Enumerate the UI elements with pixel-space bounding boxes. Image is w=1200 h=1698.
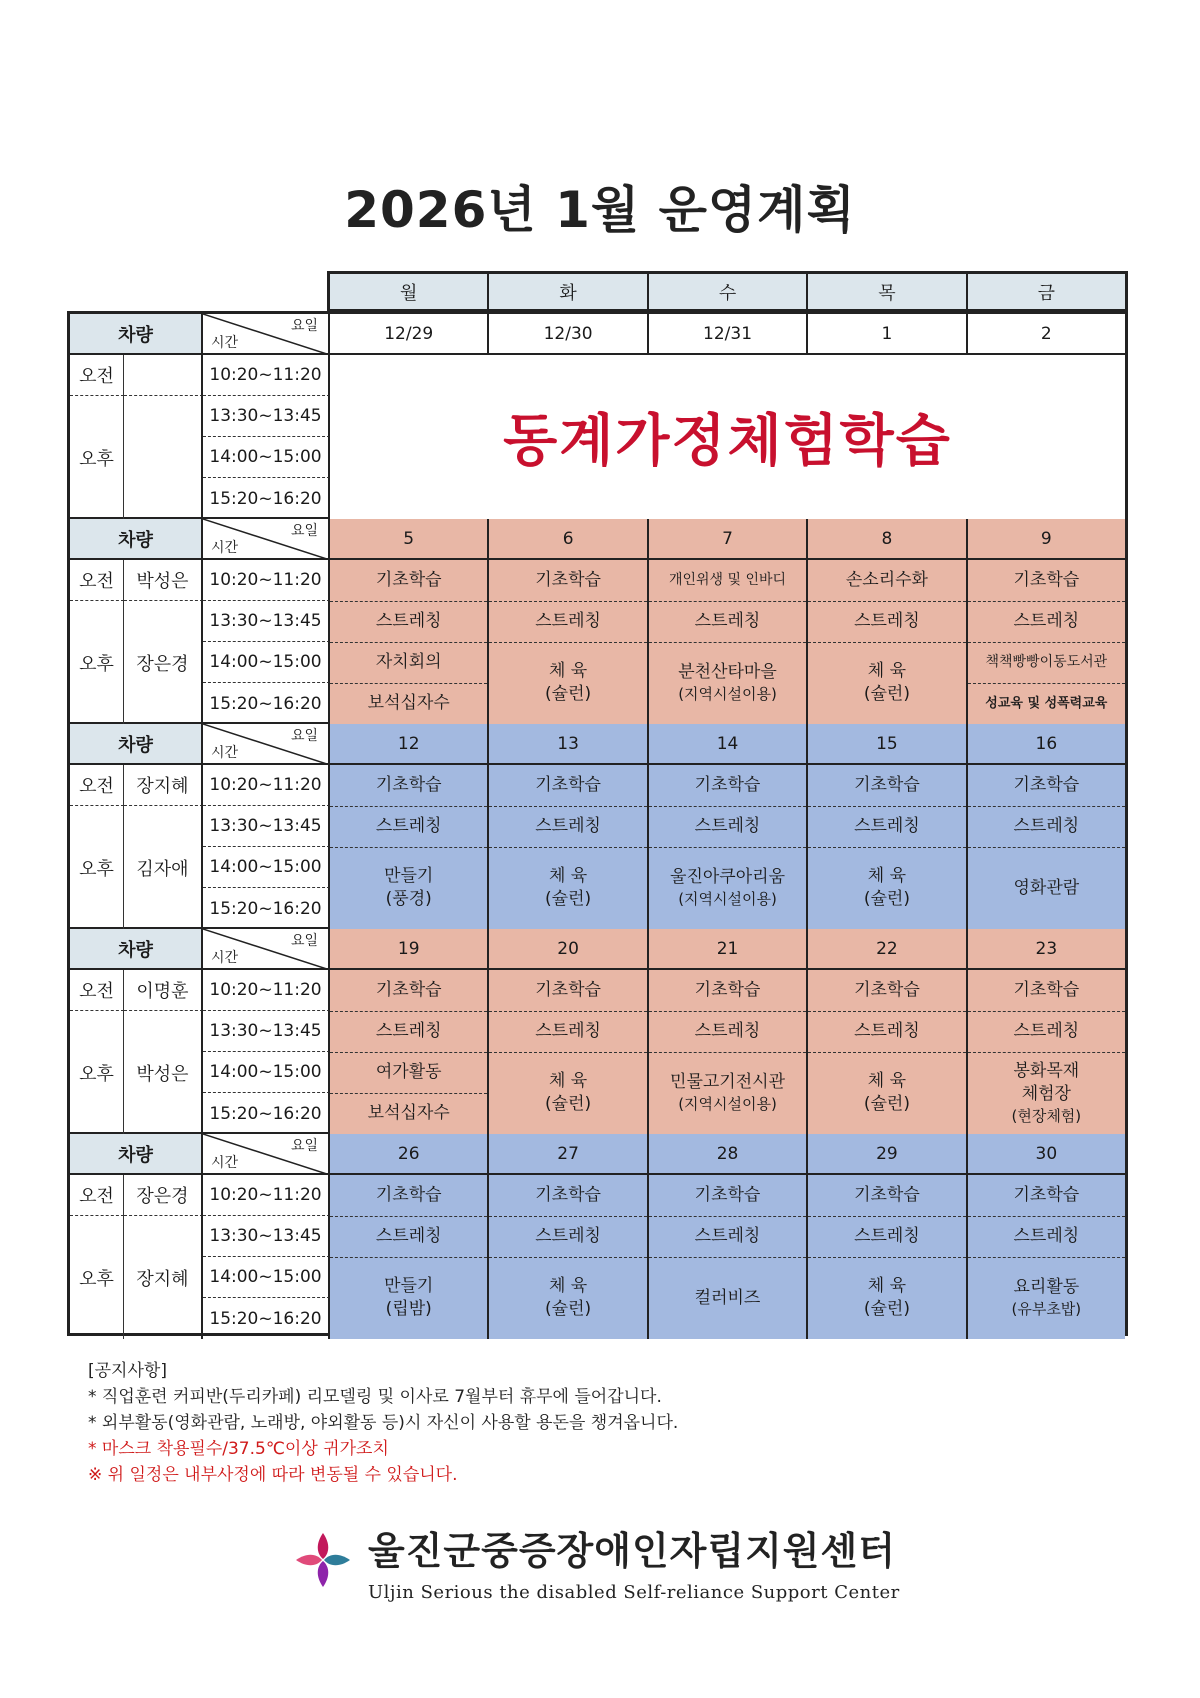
date-cell: 8: [806, 519, 965, 560]
date-cell: 6: [487, 519, 646, 560]
day-column: [647, 765, 806, 929]
period-pm-label: 오후: [70, 1216, 124, 1339]
holiday-banner: 동계가정체험학습: [330, 355, 1125, 519]
activity-text: (슐런): [863, 684, 910, 704]
period-pm-label: 오후: [70, 806, 124, 929]
activity-text: 기초학습: [694, 1185, 761, 1206]
am-driver: 이명훈: [124, 970, 203, 1011]
time-slot: 14:00~15:00: [203, 642, 330, 683]
activity-cell: [808, 847, 965, 929]
date-cell: 30: [966, 1134, 1125, 1175]
activity-text: 자치회의: [375, 652, 442, 673]
activity-text: 봉화목재: [1013, 1060, 1080, 1081]
activity-text: 체 육: [548, 866, 588, 887]
schedule-table: [67, 311, 1128, 1336]
activity-text: 보석십자수: [367, 1103, 450, 1124]
activity-cell: [808, 642, 965, 724]
activity-text: (유부초밥): [1011, 1300, 1082, 1319]
activity-text: 스트레칭: [694, 611, 761, 632]
activity-cell: [489, 1011, 646, 1053]
time-slot: 10:20~11:20: [203, 1175, 330, 1216]
activity-text: (슐런): [863, 1094, 910, 1114]
day-time-diagonal-cell: [203, 929, 330, 970]
date-cell: 1: [806, 314, 965, 355]
pm-driver: 장지혜: [124, 1216, 203, 1339]
org-name-ko: 울진군중증장애인자립지원센터: [368, 1529, 896, 1573]
activity-cell: [808, 970, 965, 1012]
activity-text: (슐런): [863, 889, 910, 909]
activity-text: 기초학습: [375, 980, 442, 1001]
activity-cell: [649, 1175, 806, 1217]
week-header-row: [70, 519, 1125, 560]
day-time-diagonal-cell: [203, 314, 330, 355]
week-header-row: [70, 1134, 1125, 1175]
activity-text: (현장체험): [1011, 1106, 1082, 1125]
activity-text: 체 육: [548, 661, 588, 682]
date-cell: 5: [330, 519, 487, 560]
day-column: [647, 1175, 806, 1339]
pm-driver: 장은경: [124, 601, 203, 724]
activity-cell: [968, 642, 1125, 684]
time-slot: 13:30~13:45: [203, 396, 330, 437]
date-cell: 14: [647, 724, 806, 765]
activity-cell: [968, 765, 1125, 807]
activity-cell: [968, 1175, 1125, 1217]
activity-cell: [808, 560, 965, 602]
date-cell: 15: [806, 724, 965, 765]
activity-text: 개인위생 및 인바디: [668, 572, 787, 589]
activity-cell: [808, 765, 965, 807]
activity-cell: [808, 1011, 965, 1053]
time-label: 시간: [211, 335, 239, 351]
activity-cell: [968, 970, 1125, 1012]
date-cell: 16: [966, 724, 1125, 765]
page-title: 2026년 1월 운영계획: [344, 181, 856, 239]
activity-cell: [489, 642, 646, 724]
week-block: [70, 724, 1125, 929]
activity-text: (슐런): [545, 1299, 592, 1319]
period-am-label: 오전: [70, 560, 124, 601]
center-logo-icon: [288, 1525, 358, 1595]
activity-cell: [808, 1175, 965, 1217]
activity-text: 스트레칭: [375, 816, 442, 837]
day-label: 요일: [290, 933, 318, 949]
weekday-thu: 목: [806, 274, 965, 309]
activity-cell: [330, 601, 487, 643]
activity-text: 손소리수화: [845, 570, 928, 591]
date-cell: 20: [487, 929, 646, 970]
activity-cell: [649, 1216, 806, 1258]
day-column: [966, 1175, 1125, 1339]
activity-text: 영화관람: [1013, 877, 1080, 898]
activity-text: 기초학습: [535, 980, 601, 1001]
day-time-diagonal-cell: [203, 519, 330, 560]
activity-cell: [330, 847, 487, 929]
time-slot: 15:20~16:20: [203, 1298, 330, 1339]
date-cell: 12/30: [487, 314, 646, 355]
activity-text: 스트레칭: [694, 1226, 761, 1247]
activity-text: (립밤): [385, 1299, 432, 1319]
day-time-diagonal-cell: [203, 1134, 330, 1175]
activity-cell: [808, 1216, 965, 1258]
activity-cell: [489, 806, 646, 848]
activity-text: 기초학습: [375, 1185, 442, 1206]
time-slot: 13:30~13:45: [203, 806, 330, 847]
activity-cell: [649, 765, 806, 807]
activity-cell: [968, 806, 1125, 848]
date-cell: 7: [647, 519, 806, 560]
day-column: [330, 765, 487, 929]
activity-cell: [649, 806, 806, 848]
am-driver: 장은경: [124, 1175, 203, 1216]
activity-cell: [968, 1216, 1125, 1258]
activity-text: 스트레칭: [1013, 611, 1080, 632]
activity-cell: [489, 765, 646, 807]
car-label: 차량: [70, 929, 203, 970]
date-cell: 27: [487, 1134, 646, 1175]
time-label: 시간: [211, 745, 239, 761]
activity-text: 스트레칭: [694, 816, 761, 837]
activity-text: 체 육: [867, 661, 907, 682]
activity-cell: [649, 560, 806, 602]
day-column: [330, 1175, 487, 1339]
activity-text: 스트레칭: [1013, 1021, 1080, 1042]
activity-text: 체험장: [1021, 1083, 1071, 1104]
activity-cell: [330, 683, 487, 724]
date-cell: 23: [966, 929, 1125, 970]
activity-cell: [649, 601, 806, 643]
time-slot: 13:30~13:45: [203, 1216, 330, 1257]
activity-text: (슐런): [545, 889, 592, 909]
activity-text: (지역시설이용): [678, 890, 777, 909]
activity-cell: [489, 847, 646, 929]
activity-text: 기초학습: [535, 1185, 601, 1206]
period-am-label: 오전: [70, 1175, 124, 1216]
activity-text: (지역시설이용): [678, 1095, 777, 1114]
date-cell: 12: [330, 724, 487, 765]
day-column: [966, 560, 1125, 724]
date-cell: 12/29: [330, 314, 487, 355]
activity-cell: [330, 1175, 487, 1217]
time-slot: 14:00~15:00: [203, 1257, 330, 1298]
activity-text: 기초학습: [694, 775, 761, 796]
activity-cell: [968, 683, 1125, 724]
time-slot: 10:20~11:20: [203, 765, 330, 806]
activity-text: (슐런): [545, 684, 592, 704]
time-slot: 10:20~11:20: [203, 970, 330, 1011]
weekday-wed: 수: [647, 274, 806, 309]
period-am-label: 오전: [70, 970, 124, 1011]
day-column: [647, 970, 806, 1134]
period-am-label: 오전: [70, 355, 124, 396]
date-cell: 26: [330, 1134, 487, 1175]
activity-text: 기초학습: [1013, 980, 1080, 1001]
activity-text: 체 육: [548, 1276, 588, 1297]
notices-heading: [공지사항]: [88, 1361, 167, 1381]
activity-cell: [808, 1052, 965, 1134]
time-slot: 15:20~16:20: [203, 478, 330, 519]
day-column: [966, 765, 1125, 929]
time-slot: 10:20~11:20: [203, 560, 330, 601]
activity-cell: [649, 642, 806, 724]
time-label: 시간: [211, 950, 239, 966]
car-label: 차량: [70, 1134, 203, 1175]
date-cell: 22: [806, 929, 965, 970]
activity-cell: [330, 1257, 487, 1339]
period-pm-label: 오후: [70, 601, 124, 724]
activity-text: 스트레칭: [1013, 1226, 1080, 1247]
activity-text: 기초학습: [854, 1185, 920, 1206]
activity-text: 만들기: [384, 1276, 434, 1297]
activity-cell: [489, 1257, 646, 1339]
activity-text: 성교육 및 성폭력교육: [985, 695, 1108, 711]
week-header-row: [70, 724, 1125, 765]
activity-text: 스트레칭: [854, 816, 920, 837]
activity-text: 스트레칭: [535, 1226, 601, 1247]
activity-text: 만들기: [384, 866, 434, 887]
activity-cell: [489, 560, 646, 602]
notice-line: * 직업훈련 커피반(두리카페) 리모델링 및 이사로 7월부터 휴무에 들어갑니다.: [88, 1387, 662, 1407]
activity-cell: [330, 1052, 487, 1094]
car-label: 차량: [70, 724, 203, 765]
activity-text: 스트레칭: [854, 611, 920, 632]
activity-text: 분천산타마을: [678, 662, 777, 683]
am-driver: [124, 355, 203, 396]
activity-text: 민물고기전시관: [670, 1072, 785, 1093]
day-column: [330, 560, 487, 724]
activity-text: 스트레칭: [1013, 816, 1080, 837]
activity-text: 기초학습: [1013, 775, 1080, 796]
week-block: [70, 519, 1125, 724]
day-column: [647, 560, 806, 724]
activity-text: 기초학습: [1013, 1185, 1080, 1206]
activity-cell: [808, 1257, 965, 1339]
activity-text: 스트레칭: [375, 611, 442, 632]
activity-text: 기초학습: [694, 980, 761, 1001]
week-block: [70, 1134, 1125, 1339]
period-pm-label: 오후: [70, 1011, 124, 1134]
activity-text: 여가활동: [375, 1062, 442, 1083]
activity-text: (풍경): [385, 889, 432, 909]
car-label: 차량: [70, 519, 203, 560]
activity-cell: [489, 601, 646, 643]
activity-text: 스트레칭: [854, 1021, 920, 1042]
pm-driver: 박성은: [124, 1011, 203, 1134]
am-driver: 장지혜: [124, 765, 203, 806]
pm-driver: [124, 396, 203, 519]
activity-cell: [330, 1093, 487, 1134]
weekday-tue: 화: [487, 274, 646, 309]
activity-cell: [808, 601, 965, 643]
org-name-en: Uljin Serious the disabled Self-reliance Support Center: [368, 1582, 900, 1603]
activity-cell: [968, 1257, 1125, 1339]
activity-cell: [968, 601, 1125, 643]
activity-text: (슐런): [863, 1299, 910, 1319]
activity-text: 컬러비즈: [694, 1287, 761, 1308]
activity-text: 체 육: [867, 866, 907, 887]
notice-line: ※ 위 일정은 내부사정에 따라 변동될 수 있습니다.: [88, 1465, 458, 1485]
time-slot: 14:00~15:00: [203, 847, 330, 888]
activity-cell: [330, 1011, 487, 1053]
weekday-fri: 금: [966, 274, 1125, 309]
activity-text: 기초학습: [375, 775, 442, 796]
activity-cell: [649, 1257, 806, 1339]
activity-cell: [330, 642, 487, 684]
activity-cell: [968, 1011, 1125, 1053]
activity-cell: [649, 1052, 806, 1134]
day-label: 요일: [290, 1138, 318, 1154]
time-slot: 10:20~11:20: [203, 355, 330, 396]
activity-text: 스트레칭: [694, 1021, 761, 1042]
day-column: [487, 1175, 646, 1339]
period-am-label: 오전: [70, 765, 124, 806]
day-label: 요일: [290, 318, 318, 334]
activity-cell: [330, 560, 487, 602]
activity-text: 요리활동: [1013, 1277, 1080, 1298]
activity-text: 기초학습: [535, 775, 601, 796]
day-column: [487, 765, 646, 929]
date-cell: 28: [647, 1134, 806, 1175]
activity-text: 스트레칭: [535, 1021, 601, 1042]
activity-cell: [489, 1216, 646, 1258]
day-column: [330, 970, 487, 1134]
date-cell: 19: [330, 929, 487, 970]
time-slot: 15:20~16:20: [203, 1093, 330, 1134]
time-slot: 14:00~15:00: [203, 437, 330, 478]
activity-text: 책책빵빵이동도서관: [985, 654, 1108, 671]
day-column: [806, 1175, 965, 1339]
activity-cell: [330, 970, 487, 1012]
notice-line: * 외부활동(영화관람, 노래방, 야외활동 등)시 자신이 사용할 용돈을 챙겨옵니다.: [88, 1413, 679, 1433]
time-label: 시간: [211, 1155, 239, 1171]
activity-text: 기초학습: [535, 570, 601, 591]
time-slot: 14:00~15:00: [203, 1052, 330, 1093]
activity-cell: [330, 765, 487, 807]
time-slot: 15:20~16:20: [203, 888, 330, 929]
activity-cell: [489, 1175, 646, 1217]
day-label: 요일: [290, 728, 318, 744]
weekday-mon: 월: [400, 282, 418, 304]
activity-text: 기초학습: [1013, 570, 1080, 591]
activity-cell: [649, 847, 806, 929]
notice-line: * 마스크 착용필수/37.5℃이상 귀가조치: [88, 1439, 389, 1459]
activity-cell: [808, 806, 965, 848]
activity-text: 기초학습: [375, 570, 442, 591]
activity-text: 기초학습: [854, 775, 920, 796]
activity-cell: [968, 1052, 1125, 1134]
car-label: 차량: [70, 314, 203, 355]
day-column: [806, 560, 965, 724]
am-driver: 박성은: [124, 560, 203, 601]
activity-text: 스트레칭: [535, 611, 601, 632]
activity-cell: [968, 847, 1125, 929]
time-slot: 13:30~13:45: [203, 1011, 330, 1052]
activity-text: 기초학습: [854, 980, 920, 1001]
time-slot: 15:20~16:20: [203, 683, 330, 724]
weekday-header: [327, 271, 1128, 311]
activity-text: (슐런): [545, 1094, 592, 1114]
activity-text: 스트레칭: [375, 1021, 442, 1042]
activity-cell: [489, 1052, 646, 1134]
day-time-diagonal-cell: [203, 724, 330, 765]
activity-cell: [330, 806, 487, 848]
date-cell: 21: [647, 929, 806, 970]
week-header-row: [70, 929, 1125, 970]
date-cell: 12/31: [647, 314, 806, 355]
activity-text: 스트레칭: [535, 816, 601, 837]
date-cell: 9: [966, 519, 1125, 560]
time-label: 시간: [211, 540, 239, 556]
day-column: [806, 765, 965, 929]
date-cell: 13: [487, 724, 646, 765]
activity-text: 스트레칭: [854, 1226, 920, 1247]
date-cell: 29: [806, 1134, 965, 1175]
day-column: [487, 970, 646, 1134]
week-block: [70, 314, 1125, 519]
day-label: 요일: [290, 523, 318, 539]
activity-cell: [489, 970, 646, 1012]
activity-text: 울진아쿠아리움: [670, 867, 785, 888]
time-slot: 13:30~13:45: [203, 601, 330, 642]
activity-cell: [649, 970, 806, 1012]
activity-text: 보석십자수: [367, 693, 450, 714]
date-cell: 2: [966, 314, 1125, 355]
day-column: [806, 970, 965, 1134]
activity-cell: [968, 560, 1125, 602]
activity-cell: [649, 1011, 806, 1053]
pm-driver: 김자애: [124, 806, 203, 929]
activity-cell: [330, 1216, 487, 1258]
period-pm-label: 오후: [70, 396, 124, 519]
notices: [88, 1358, 678, 1488]
activity-text: 체 육: [867, 1071, 907, 1092]
activity-text: 체 육: [867, 1276, 907, 1297]
week-header-row: [70, 314, 1125, 355]
week-block: [70, 929, 1125, 1134]
day-column: [966, 970, 1125, 1134]
activity-text: 체 육: [548, 1071, 588, 1092]
activity-text: 스트레칭: [375, 1226, 442, 1247]
day-column: [487, 560, 646, 724]
activity-text: (지역시설이용): [678, 685, 777, 704]
